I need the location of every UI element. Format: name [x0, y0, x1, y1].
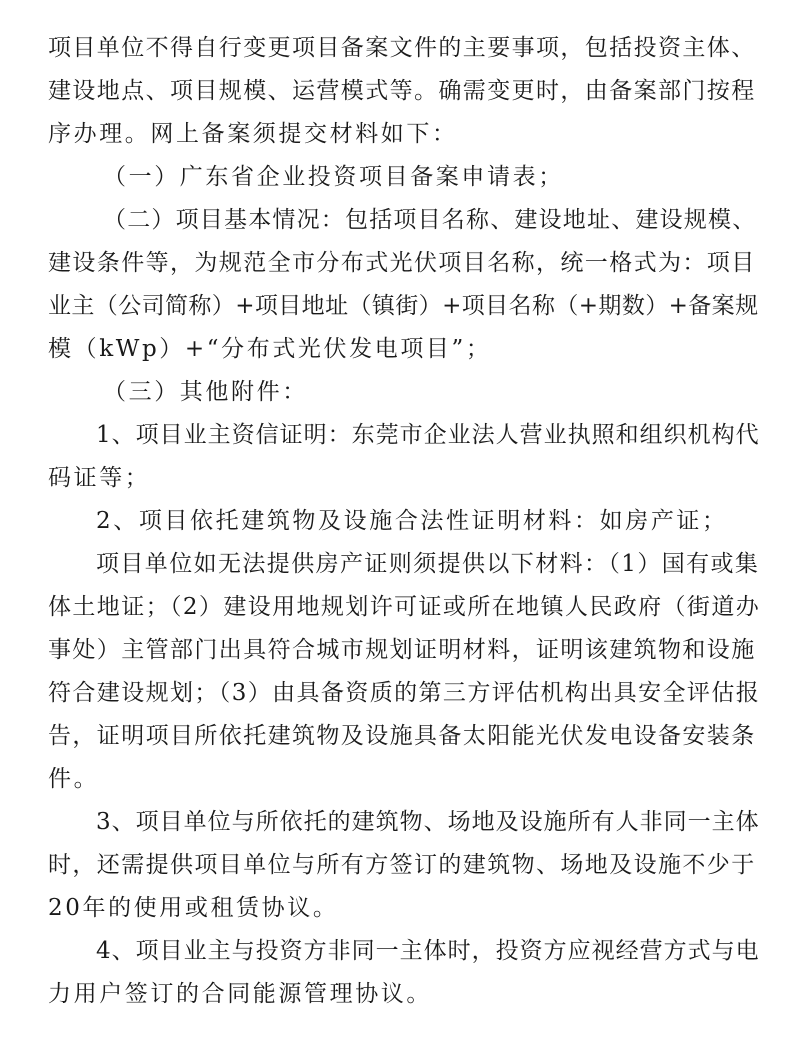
text-line: 序办理。网上备案须提交材料如下：: [48, 121, 458, 147]
text-line: 业主（公司简称）+项目地址（镇街）+项目名称（+期数）+备案规: [48, 293, 759, 319]
text-line: 件。: [48, 766, 100, 792]
text-line: （一）广东省企业投资项目备案申请表；: [103, 164, 564, 190]
text-line: 体土地证；（2）建设用地规划许可证或所在地镇人民政府（街道办: [48, 594, 761, 620]
text-line: 4、项目业主与投资方非同一主体时，投资方应视经营方式与电: [96, 938, 760, 964]
text-line: （三）其他附件：: [103, 379, 308, 405]
text-line: 力用户签订的合同能源管理协议。: [48, 981, 432, 1007]
text-line: 20年的使用或租赁协议。: [48, 895, 339, 921]
text-line: 3、项目单位与所依托的建筑物、场地及设施所有人非同一主体: [96, 809, 760, 835]
text-line: 建设地点、项目规模、运营模式等。确需变更时，由备案部门按程: [48, 78, 756, 104]
text-line: 时，还需提供项目单位与所有方签订的建筑物、场地及设施不少于: [48, 852, 756, 878]
text-line: 建设条件等，为规范全市分布式光伏项目名称，统一格式为：项目: [48, 250, 756, 276]
text-line: 模（kWp）+“分布式光伏发电项目”；: [48, 336, 492, 362]
text-line: 符合建设规划；（3）由具备资质的第三方评估机构出具安全评估报: [48, 680, 761, 706]
text-line: 告，证明项目所依托建筑物及设施具备太阳能光伏发电设备安装条: [48, 723, 756, 749]
text-line: 1、项目业主资信证明：东莞市企业法人营业执照和组织机构代: [96, 422, 760, 448]
text-line: 码证等；: [48, 465, 151, 491]
text-line: 事处）主管部门出具符合城市规划证明材料，证明该建筑物和设施: [48, 637, 756, 663]
text-line: （二）项目基本情况：包括项目名称、建设地址、建设规模、: [103, 207, 757, 233]
text-line: 项目单位如无法提供房产证则须提供以下材料：（1）国有或集: [96, 551, 760, 577]
text-line: 项目单位不得自行变更项目备案文件的主要事项，包括投资主体、: [48, 35, 756, 61]
text-line: 2、项目依托建筑物及设施合法性证明材料：如房产证；: [96, 508, 728, 534]
